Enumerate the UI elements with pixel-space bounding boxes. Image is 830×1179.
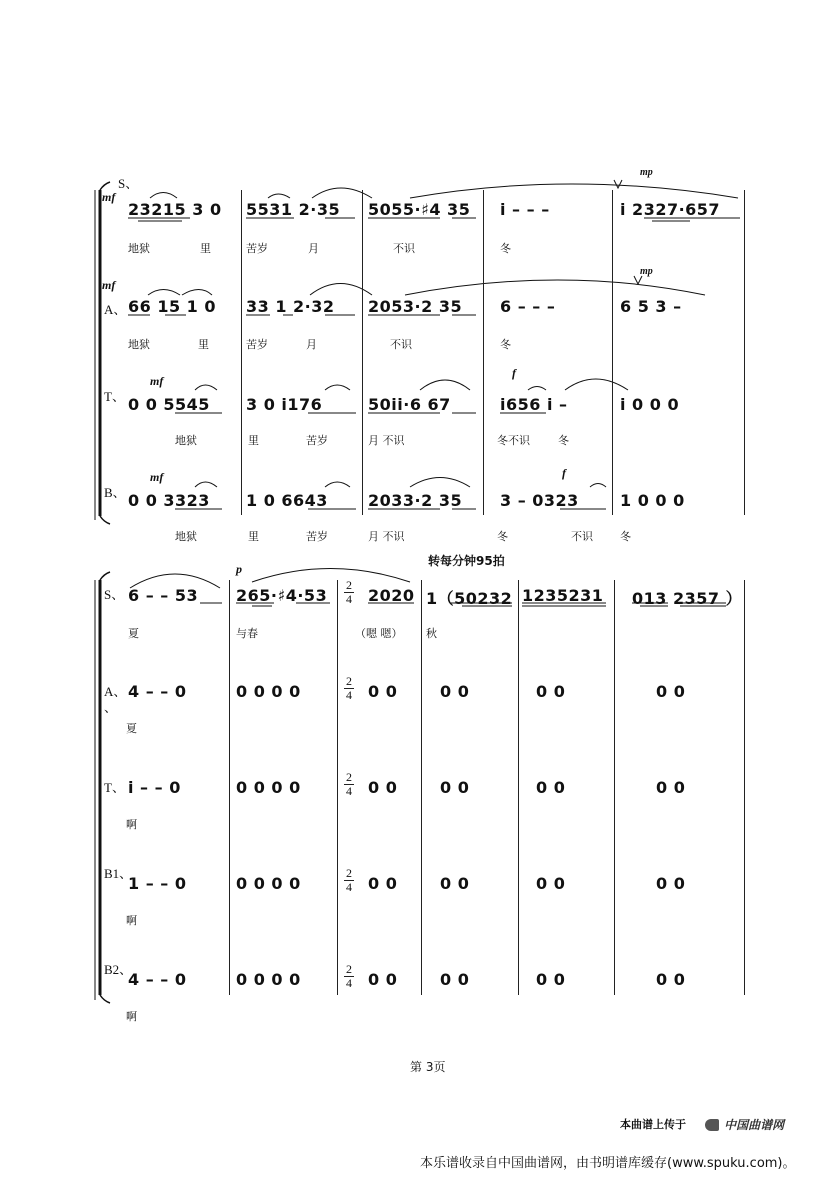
measure: 0 0: [536, 970, 566, 989]
measure: 6 5 3 –: [620, 297, 682, 316]
barline: [421, 580, 422, 995]
footer-text: 本乐谱收录自中国曲谱网，由书明谱库缓存(www.spuku.com)。: [420, 1156, 796, 1171]
time-signature: 2 4: [346, 770, 352, 798]
measure: 4 – – 0: [128, 682, 187, 701]
time-signature: 2 4: [346, 866, 352, 894]
dynamic-mark: mf: [102, 190, 116, 204]
measure: 5055·♯4 35: [368, 200, 471, 219]
dynamic-mark: f: [512, 366, 516, 380]
measure: 66 15 1 0: [128, 297, 217, 316]
logo-icon: [705, 1119, 719, 1131]
voice-label-alto: A、: [104, 302, 127, 317]
lyric: 里: [248, 530, 259, 543]
barline: [614, 580, 615, 995]
voice-label-bass: B、: [104, 485, 126, 500]
measure: 0 0: [368, 970, 398, 989]
barline: [518, 580, 519, 995]
dynamic-mark: mf: [150, 374, 164, 388]
measure: 0 0 0 0: [236, 874, 301, 893]
lyric: 与春: [236, 627, 258, 640]
measure: 0 0: [440, 874, 470, 893]
measure: 1235231: [522, 586, 604, 605]
measure: 1 0 0 0: [620, 491, 685, 510]
lyric: 月: [308, 242, 319, 255]
measure: i656 i –: [500, 395, 568, 414]
lyric: 冬: [620, 530, 631, 543]
measure: 0 0 3323: [128, 491, 210, 510]
lyric: 苦岁: [246, 242, 268, 255]
upload-notice: 本曲谱上传于: [620, 1118, 686, 1131]
voice-label-soprano: S、: [118, 176, 139, 191]
measure: 0 0: [440, 970, 470, 989]
voice-label-alto-mark: 、: [104, 700, 118, 715]
voice-label-tenor: T、: [104, 389, 125, 404]
lyric: 里: [248, 434, 259, 447]
lyric: 月: [306, 338, 317, 351]
measure: 1 – – 0: [128, 874, 187, 893]
lyric: 月 不识: [368, 530, 405, 543]
measure: 4 – – 0: [128, 970, 187, 989]
site-logo-text: 中国曲谱网: [724, 1118, 785, 1132]
measure: i 2327·657: [620, 200, 721, 219]
lyric: 里: [200, 242, 211, 255]
dynamic-mark: mf: [150, 470, 164, 484]
measure: 3 – 0323: [500, 491, 579, 510]
measure: 0 0: [440, 778, 470, 797]
lyric: 不识: [390, 338, 412, 351]
measure: 0 0: [440, 682, 470, 701]
measure: 3 0 i176: [246, 395, 323, 414]
lyric: 苦岁: [246, 338, 268, 351]
measure: 0 0: [656, 874, 686, 893]
lyric: 苦岁: [306, 434, 328, 447]
lyric: 不识: [393, 242, 415, 255]
lyric: 冬: [500, 338, 511, 351]
measure: 0 0: [656, 970, 686, 989]
measure: 0 0: [656, 778, 686, 797]
measure: i 0 0 0: [620, 395, 680, 414]
measure: 0 0 0 0: [236, 682, 301, 701]
measure: i – – 0: [128, 778, 181, 797]
measure: 0 0: [536, 874, 566, 893]
lyric: 地狱: [128, 338, 150, 351]
time-signature: 2 4: [346, 578, 352, 606]
measure: 6 – – 53: [128, 586, 199, 605]
measure: 6 – – –: [500, 297, 556, 316]
dynamic-mark: mf: [102, 278, 116, 292]
measure: 0 0: [368, 778, 398, 797]
measure: 1 0 6643: [246, 491, 328, 510]
voice-label-soprano: S、: [104, 587, 125, 602]
time-signature: 2 4: [346, 674, 352, 702]
lyric: 冬: [558, 434, 569, 447]
measure: 1（50232: [426, 589, 513, 608]
measure: 2020: [368, 586, 415, 605]
measure: 50ii·6 67: [368, 395, 451, 414]
measure: 265·♯4·53: [236, 586, 328, 605]
lyric: 不识: [571, 530, 593, 543]
lyric: 冬: [497, 530, 508, 543]
lyric: 夏: [128, 627, 139, 640]
lyric: 苦岁: [306, 530, 328, 543]
measure: 0 0: [536, 778, 566, 797]
measure: 013 2357 ）: [632, 589, 743, 608]
lyric: 啊: [126, 914, 137, 927]
lyric: 地狱: [175, 530, 197, 543]
measure: 23215 3 0: [128, 200, 222, 219]
measure: 2053·2 35: [368, 297, 463, 316]
barline: [229, 580, 230, 995]
voice-label-tenor: T、: [104, 780, 125, 795]
measure: 0 0 0 0: [236, 970, 301, 989]
barline: [337, 580, 338, 995]
dynamic-mark: mp: [640, 167, 653, 178]
lyric: 冬: [500, 242, 511, 255]
lyric: 月 不识: [368, 434, 405, 447]
measure: 0 0 5545: [128, 395, 210, 414]
measure: 0 0: [368, 682, 398, 701]
dynamic-mark: f: [562, 466, 566, 480]
lyric: 地狱: [128, 242, 150, 255]
lyric: 地狱: [175, 434, 197, 447]
lyric: （嗯 嗯）: [355, 627, 403, 640]
measure: i – – –: [500, 200, 550, 219]
tempo-marking: 转每分钟95拍: [428, 554, 505, 568]
measure: 0 0: [536, 682, 566, 701]
lyric: 冬不识: [497, 434, 530, 447]
measure: 0 0 0 0: [236, 778, 301, 797]
dynamic-mark: mp: [640, 266, 653, 277]
measure: 0 0: [656, 682, 686, 701]
lyric: 夏: [126, 722, 137, 735]
measure: 5531 2·35: [246, 200, 341, 219]
lyric: 啊: [126, 1010, 137, 1023]
measure: 33 1 2·32: [246, 297, 335, 316]
dynamic-mark: p: [236, 562, 242, 576]
voice-label-bass1: B1、: [104, 866, 133, 881]
barline: [744, 580, 745, 995]
measure: 0 0: [368, 874, 398, 893]
voice-label-bass2: B2、: [104, 962, 133, 977]
time-signature: 2 4: [346, 962, 352, 990]
voice-label-alto: A、: [104, 684, 127, 699]
lyric: 啊: [126, 818, 137, 831]
lyric: 秋: [426, 627, 437, 640]
page-number: 第 3页: [410, 1060, 446, 1074]
site-logo[interactable]: [705, 1114, 784, 1133]
lyric: 里: [198, 338, 209, 351]
measure: 2033·2 35: [368, 491, 463, 510]
